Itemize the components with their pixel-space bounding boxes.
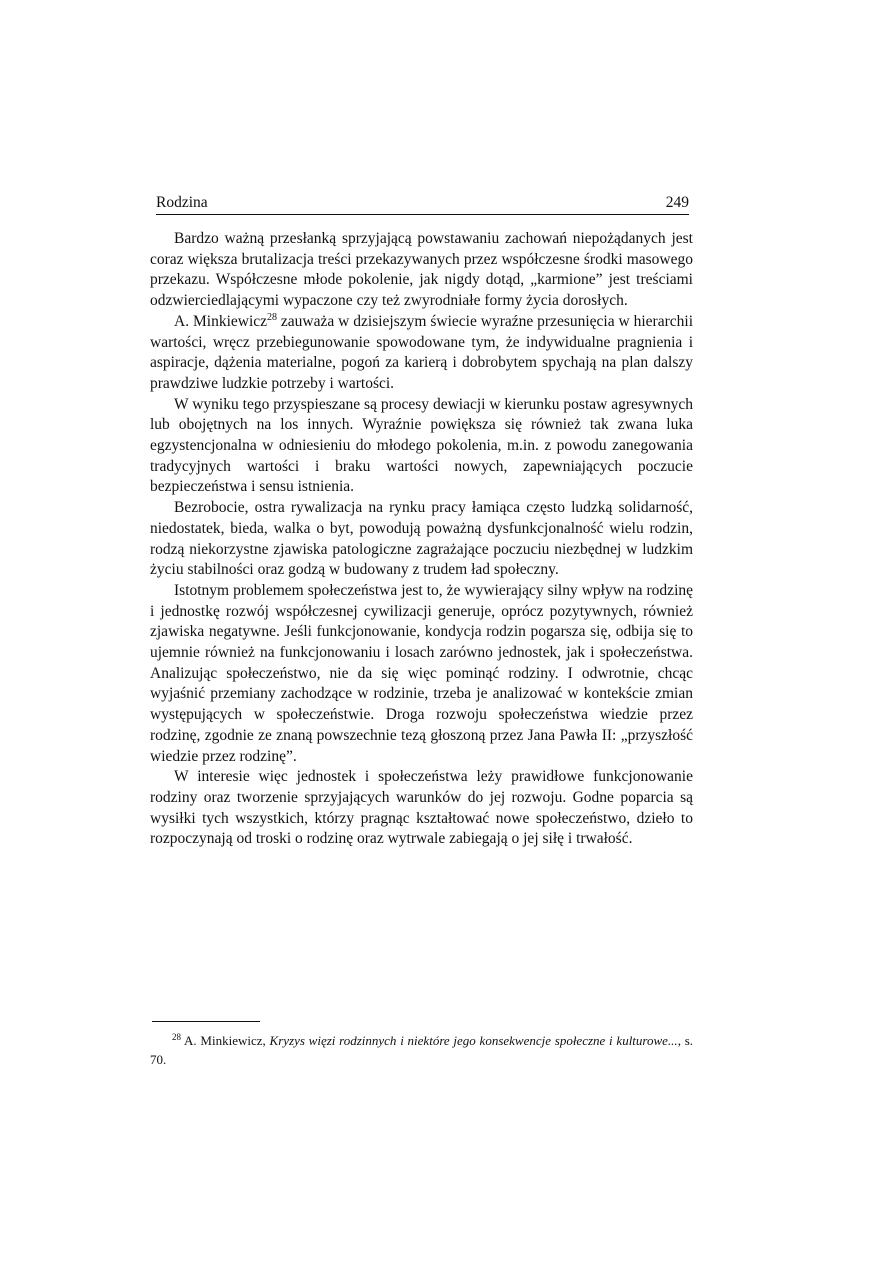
footnote-divider xyxy=(152,1021,260,1022)
main-text xyxy=(150,229,693,850)
footnote-reference: 28 xyxy=(267,311,278,323)
paragraph: Bardzo ważną przesłanką sprzyjającą powstawaniu zachowań niepożądanych jest coraz większa brutalizacja treści przekazywanych przez współczesne środki masowego przekazu. Współczesne młode pokolenie, jak nigdy dotąd, „karmione” jest treściami odzwierciedlającymi wypaczone czy też zwyrodniałe formy życia dorosłych. xyxy=(150,230,693,310)
footnote-text xyxy=(150,1031,693,1069)
footnote-pages: , s. 70. xyxy=(150,1033,693,1067)
page-number: 249 xyxy=(665,194,689,211)
paragraph xyxy=(150,312,693,395)
running-title: Rodzina xyxy=(156,194,208,211)
paragraph-text: A. Minkiewicz xyxy=(174,312,268,330)
footnote-number: 28 xyxy=(172,1032,181,1042)
footnote-title: Kryzys więzi rodzinnych i niektóre jego konsekwencje społeczne i kulturowe... xyxy=(269,1033,678,1048)
paragraph: W interesie więc jednostek i społeczeństwa leży prawidłowe funkcjonowanie rodziny oraz tworzenie sprzyjających warunków do jej rozwoju. Godne poparcia są wysiłki tych wszystkich, którzy pragnąc kształtować nowe społeczeństwo, dzieło to rozpoczynają od troski o rodzinę oraz wytrwale zabiegają o jej siłę i trwałość. xyxy=(150,768,693,848)
footnote-author: A. Minkiewicz, xyxy=(181,1033,270,1048)
footnote xyxy=(150,1031,693,1069)
running-header xyxy=(156,194,689,215)
paragraph: Istotnym problemem społeczeństwa jest to, że wywierający silny wpływ na rodzinę i jednostkę rozwój współczesnej cywilizacji generuje, oprócz pozytywnych, również zjawiska negatywne. Jeśli funkcjonowanie, kondycja rodzin pogarsza się, odbija się to ujemnie również na funkcjonowaniu i losach zarówno jednostek, jak i społeczeństwa. Analizując społeczeństwo, nie da się więc pominąć rodziny. I odwrotnie, chcąc wyjaśnić przemiany zachodzące w rodzinie, trzeba je analizować w kontekście zmian występujących w społeczeństwie. Droga rozwoju społeczeństwa wiedzie przez rodzinę, zgodnie ze znaną powszechnie tezą głoszoną przez Jana Pawła II: „przyszłość wiedzie przez rodzinę”. xyxy=(150,581,693,765)
paragraph: Bezrobocie, ostra rywalizacja na rynku pracy łamiąca często ludzką solidarność, niedostatek, bieda, walka o byt, powodują poważną dysfunkcjonalność wielu rodzin, rodzą niekorzystne zjawiska patologiczne zagrażające poczuciu niezbędnej w ludzkim życiu stabilności oraz godzą w budowany z trudem ład społeczny. xyxy=(150,499,693,579)
paragraph: W wyniku tego przyspieszane są procesy dewiacji w kierunku postaw agresywnych lub obojętnych na los innych. Wyraźnie powiększa się również tak zwana luka egzystencjonalna w odniesieniu do młodego pokolenia, m.in. z powodu zanegowania tradycyjnych wartości i braku wartości nowych, zapewniających poczucie bezpieczeństwa i sensu istnienia. xyxy=(150,395,693,496)
paragraph-text: zauważa w dzisiejszym świecie wyraźne przesunięcia w hierarchii wartości, wręcz przebiegunowanie spowodowane tym, że indywidualne pragnienia i aspiracje, dążenia materialne, pogoń za karierą i dobrobytem spychają na plan dalszy prawdziwe ludzkie potrzeby i wartości. xyxy=(150,312,693,392)
